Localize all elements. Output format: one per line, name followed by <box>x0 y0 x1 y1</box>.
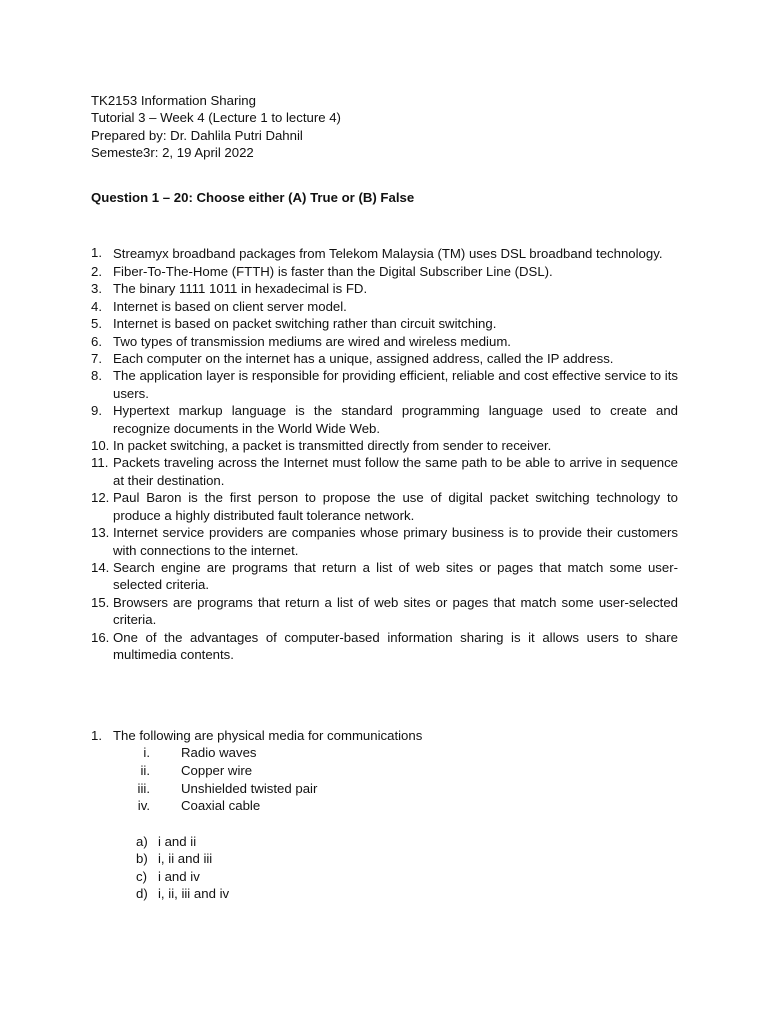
question-item <box>91 594 678 629</box>
option-text: i, ii, iii and iv <box>158 885 230 901</box>
question-text: Internet is based on client server model. <box>113 298 347 314</box>
question-text: Fiber-To-The-Home (FTTH) is faster than the Digital Subscriber Line (DSL). <box>113 264 553 279</box>
question-item <box>91 524 678 559</box>
roman-item <box>91 762 678 780</box>
course-title: TK2153 Information Sharing <box>91 93 256 108</box>
semester-line: Semeste3r: 2, 19 April 2022 <box>91 145 254 161</box>
question-text: Search engine are programs that return a list of web sites or pages that match some user-selected criteria. <box>113 559 678 593</box>
roman-numeral: iii. <box>137 780 150 796</box>
question-text: Hypertext markup language is the standard programming language used to create and recognize documents in the World Wide Web. <box>113 403 678 436</box>
answer-options <box>91 833 678 903</box>
question-text: Internet service providers are companies whose primary business is to provide their customers with connections to the internet. <box>113 525 678 558</box>
answer-option <box>91 868 678 885</box>
question-number: 1. <box>91 245 102 260</box>
question-item <box>91 402 678 437</box>
question-text: One of the advantages of computer-based information sharing is it allows users to share multimedia contents. <box>113 629 678 662</box>
question-number: 16. <box>91 629 110 645</box>
question-text: The binary 1111 1011 in hexadecimal is FD. <box>113 281 368 297</box>
answer-option <box>91 850 678 867</box>
question-item <box>91 315 678 332</box>
option-text: i and iv <box>158 868 200 884</box>
answer-option <box>91 885 678 902</box>
roman-item-text: Radio waves <box>181 745 257 761</box>
question-item <box>91 280 678 297</box>
roman-item-list <box>91 744 678 814</box>
question-item <box>91 298 678 315</box>
question-number: 5. <box>91 316 102 332</box>
section-title: Question 1 – 20: Choose either (A) True or (B) False <box>91 190 415 205</box>
question-text: Each computer on the internet has a unique, assigned address, called the IP address. <box>113 351 614 367</box>
question-item <box>91 333 678 350</box>
question-text: Streamyx broadband packages from Telekom Malaysia (TM) uses DSL broadband technology. <box>113 246 663 261</box>
question-text: Internet is based on packet switching rather than circuit switching. <box>113 316 497 332</box>
roman-numeral: ii. <box>140 763 150 778</box>
question-text: Two types of transmission mediums are wired and wireless medium. <box>113 333 511 349</box>
roman-item <box>91 744 678 762</box>
roman-numeral: i. <box>143 745 150 761</box>
question-number: 4. <box>91 298 102 314</box>
question-item <box>91 559 678 594</box>
question-text: Browsers are programs that return a list of web sites or pages that match some user-selected criteria. <box>113 594 678 628</box>
question-item <box>91 489 678 524</box>
question-item <box>91 629 678 664</box>
question-item <box>91 263 678 280</box>
roman-numeral: iv. <box>137 798 150 814</box>
roman-item <box>91 797 678 815</box>
question-number: 12. <box>91 490 110 506</box>
question-number: 15. <box>91 594 110 610</box>
option-label: d) <box>136 885 148 901</box>
document-header <box>91 92 691 162</box>
question-number: 14. <box>91 559 110 575</box>
question-number: 13. <box>91 525 110 541</box>
roman-item-text: Unshielded twisted pair <box>181 780 318 796</box>
question-number: 2. <box>91 264 102 279</box>
roman-item-text: Coaxial cable <box>181 798 261 814</box>
roman-item <box>91 780 678 798</box>
true-false-question-list <box>91 244 678 663</box>
question-item <box>91 244 678 263</box>
question-number: 7. <box>91 351 102 367</box>
option-text: i, ii and iii <box>158 851 213 867</box>
question-number: 1. <box>91 728 102 743</box>
question-number: 10. <box>91 438 110 454</box>
question-text: In packet switching, a packet is transmitted directly from sender to receiver. <box>113 438 552 454</box>
question-number: 8. <box>91 368 102 384</box>
option-text: i and ii <box>158 833 197 849</box>
option-label: a) <box>136 833 148 849</box>
mcq-question <box>91 727 678 744</box>
question-item <box>91 437 678 454</box>
question-text: The application layer is responsible for providing efficient, reliable and cost effective service to its users. <box>113 368 678 401</box>
question-item <box>91 350 678 367</box>
question-number: 3. <box>91 281 102 297</box>
question-text: Packets traveling across the Internet must follow the same path to be able to arrive in sequence at their destination. <box>113 455 678 488</box>
prepared-by-line: Prepared by: Dr. Dahlila Putri Dahnil <box>91 127 303 143</box>
answer-option <box>91 833 678 850</box>
tutorial-line: Tutorial 3 – Week 4 (Lecture 1 to lecture 4) <box>91 110 341 126</box>
question-number: 9. <box>91 403 102 419</box>
question-item <box>91 454 678 489</box>
option-label: c) <box>136 868 147 884</box>
roman-item-text: Copper wire <box>181 763 253 778</box>
mcq-question-block <box>91 727 678 902</box>
question-number: 11. <box>91 455 109 471</box>
question-text: Paul Baron is the first person to propose the use of digital packet switching technology to produce a highly distributed fault tolerance network. <box>113 490 678 523</box>
option-label: b) <box>136 851 148 867</box>
question-text: The following are physical media for communications <box>113 728 423 743</box>
question-number: 6. <box>91 333 102 349</box>
question-item <box>91 367 678 402</box>
